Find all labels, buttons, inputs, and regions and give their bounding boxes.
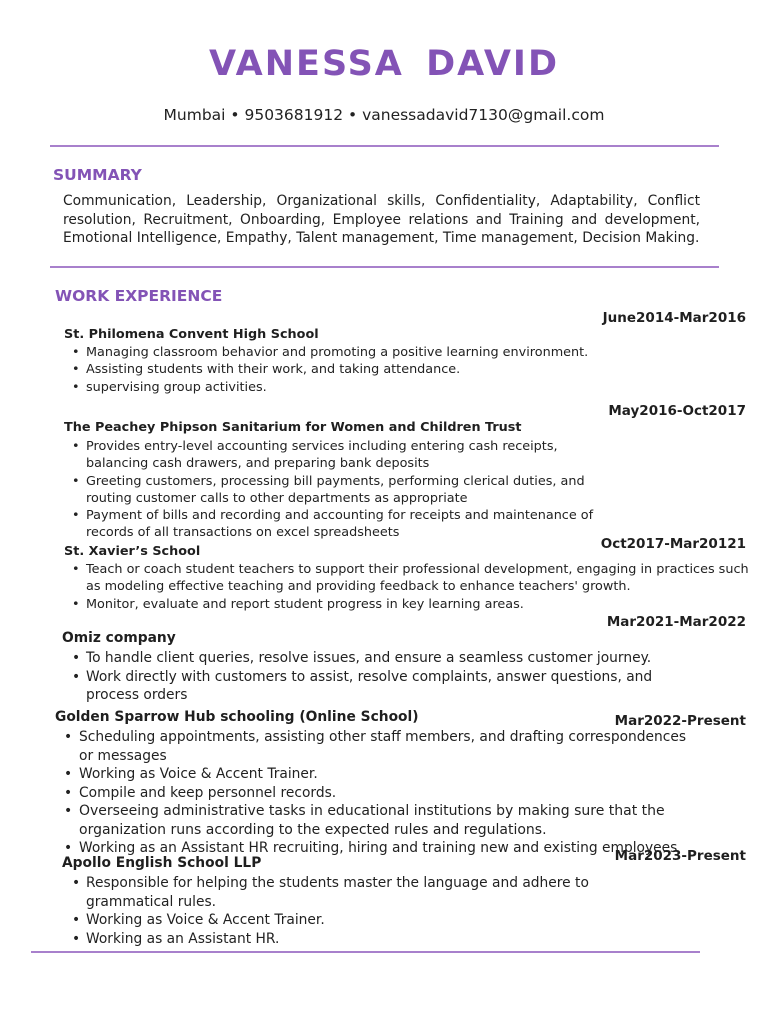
job-employer: The Peachey Phipson Sanitarium for Women and Children Trust — [64, 420, 522, 435]
job-dates: June2014-Mar2016 — [602, 310, 746, 326]
job-bullet: • Greeting customers, processing bill payments, performing clerical duties, and routing customer calls to other departments as appropriate — [65, 473, 613, 508]
job-bullet: • Working as Voice & Accent Trainer. — [56, 765, 704, 784]
job-bullet: • Managing classroom behavior and promoting a positive learning environment. — [65, 344, 625, 361]
job-bullet: • Working as an Assistant HR. — [65, 930, 605, 949]
summary-text: Communication, Leadership, Organizational skills, Confidentiality, Adaptability, Conflict resolution, Recruitment, Onboarding, Employee relations and Training and development, Emotional Intelligence, Empathy, Talent management, Time management, Decision Making. — [63, 193, 700, 246]
job-responsibilities — [65, 874, 605, 948]
header-divider — [50, 145, 719, 147]
job-dates: Mar2021-Mar2022 — [606, 614, 746, 630]
job-bullet: • To handle client queries, resolve issues, and ensure a seamless customer journey. — [65, 649, 695, 668]
job-bullet: • Assisting students with their work, and taking attendance. — [65, 361, 625, 378]
job-employer: Golden Sparrow Hub schooling (Online School) — [55, 709, 419, 725]
job-bullet: • Working as Voice & Accent Trainer. — [65, 911, 605, 930]
summary-heading: SUMMARY — [53, 166, 142, 184]
job-employer: Omiz company — [62, 630, 176, 646]
job-bullet: • Overseeing administrative tasks in educational institutions by making sure that the organization runs according to the expected rules and regulations. — [56, 802, 704, 839]
job-bullet: • Responsible for helping the students master the language and adhere to grammatical rules. — [65, 874, 605, 911]
job-bullet: • Compile and keep personnel records. — [56, 784, 704, 803]
job-bullet: • Scheduling appointments, assisting other staff members, and drafting correspondences or messages — [56, 728, 704, 765]
job-responsibilities — [65, 649, 695, 705]
job-bullet: • Payment of bills and recording and accounting for receipts and maintenance of records of all transactions on excel spreadsheets — [65, 507, 613, 542]
job-bullet: • supervising group activities. — [65, 379, 625, 396]
job-employer: St. Philomena Convent High School — [64, 327, 319, 342]
job-employer: St. Xavier’s School — [64, 544, 201, 559]
job-dates: Oct2017-Mar20121 — [600, 536, 746, 552]
job-bullet: • Teach or coach student teachers to support their professional development, engaging in practices such as modeling effective teaching and providing feedback to enhance teachers' growth. — [65, 561, 749, 596]
job-bullet: • Work directly with customers to assist, resolve complaints, answer questions, and process orders — [65, 668, 695, 705]
job-dates: Mar2023-Present — [614, 848, 746, 864]
job-bullet: • Provides entry-level accounting services including entering cash receipts, balancing cash drawers, and preparing bank deposits — [65, 438, 613, 473]
summary-divider — [50, 266, 719, 268]
candidate-name: VANESSA DAVID — [208, 44, 560, 84]
contact-line: Mumbai • 9503681912 • vanessadavid7130@gmail.com — [163, 106, 605, 124]
footer-divider — [31, 951, 700, 953]
job-responsibilities — [56, 728, 704, 858]
job-responsibilities — [65, 438, 613, 542]
job-employer: Apollo English School LLP — [62, 855, 262, 871]
job-responsibilities — [65, 344, 625, 396]
job-responsibilities — [65, 561, 749, 613]
work-experience-heading: WORK EXPERIENCE — [55, 287, 223, 305]
job-dates: May2016-Oct2017 — [608, 403, 746, 419]
job-bullet: • Working as an Assistant HR recruiting, hiring and training new and existing employees — [56, 839, 704, 858]
job-bullet: • Monitor, evaluate and report student progress in key learning areas. — [65, 596, 749, 613]
job-dates: Mar2022-Present — [614, 713, 746, 729]
